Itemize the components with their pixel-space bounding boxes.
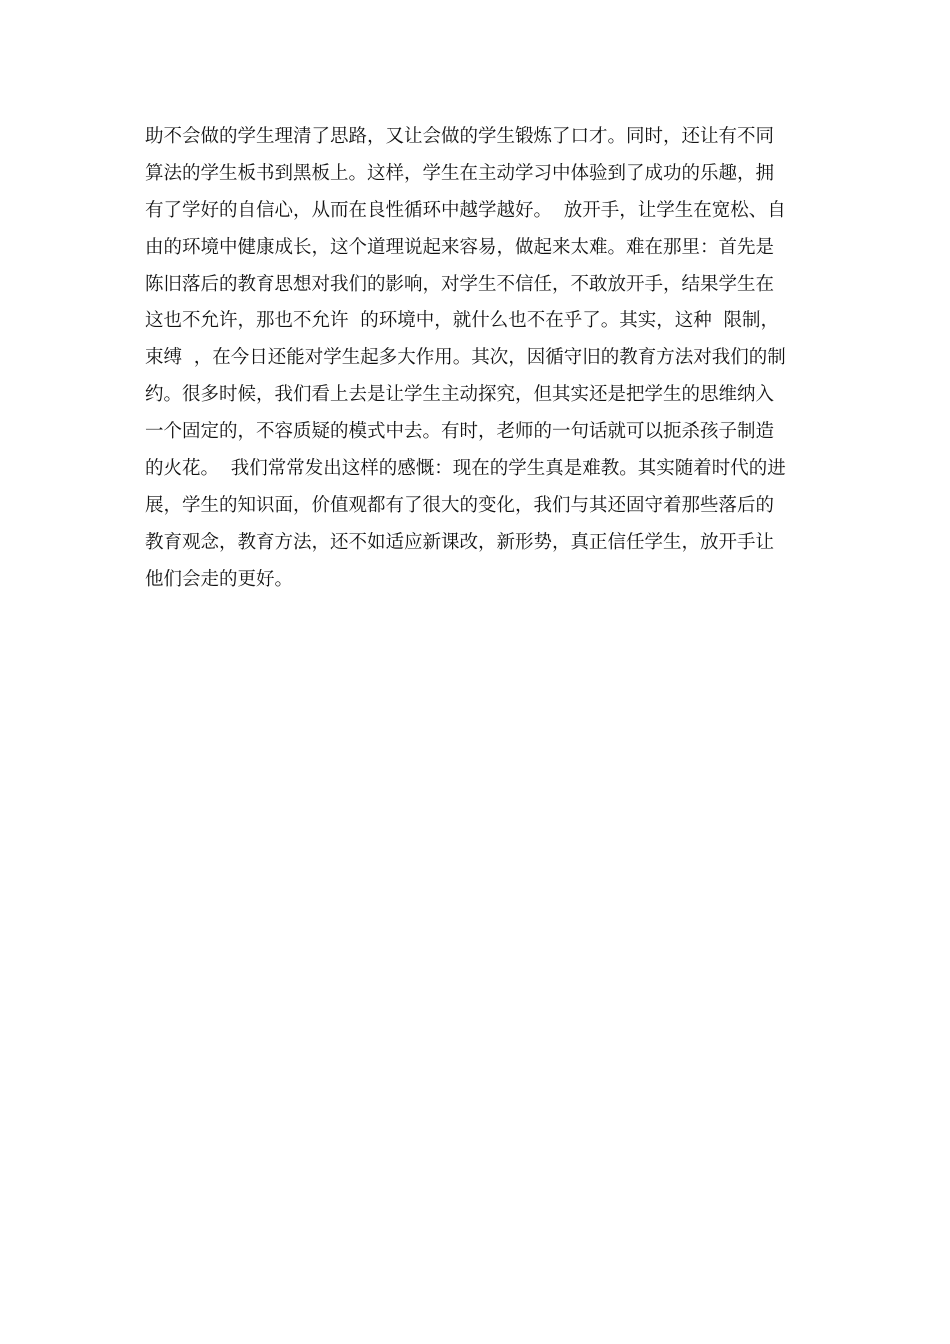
text-line: 有了学好的自信心，从而在良性循环中越学越好。 放开手，让学生在宽松、自 xyxy=(145,199,786,221)
text-line: 一个固定的，不容质疑的模式中去。有时，老师的一句话就可以扼杀孩子制造 xyxy=(145,421,775,443)
text-line: 算法的学生板书到黑板上。这样，学生在主动学习中体验到了成功的乐趣，拥 xyxy=(145,162,775,184)
text-line: 约。很多时候，我们看上去是让学生主动探究，但其实还是把学生的思维纳入 xyxy=(145,384,775,406)
text-line: 这也不允许，那也不允许 的环境中，就什么也不在乎了。其实，这种 限制， xyxy=(145,310,780,332)
text-line: 助不会做的学生理清了思路，又让会做的学生锻炼了口才。同时，还让有不同 xyxy=(145,126,775,147)
text-line: 束缚 ，在今日还能对学生起多大作用。其次，因循守旧的教育方法对我们的制 xyxy=(145,347,786,369)
text-line: 的火花。 我们常常发出这样的感慨：现在的学生真是难教。其实随着时代的进 xyxy=(145,458,786,480)
body-paragraph xyxy=(145,119,810,599)
text-line: 他们会走的更好。 xyxy=(145,568,294,590)
text-line: 教育观念，教育方法，还不如适应新课改，新形势，真正信任学生，放开手让 xyxy=(145,531,775,553)
text-line: 由的环境中健康成长，这个道理说起来容易，做起来太难。难在那里：首先是 xyxy=(145,236,775,258)
text-line: 展，学生的知识面，价值观都有了很大的变化，我们与其还固守着那些落后的 xyxy=(145,494,775,516)
text-line: 陈旧落后的教育思想对我们的影响，对学生不信任，不敢放开手，结果学生在 xyxy=(145,273,775,295)
